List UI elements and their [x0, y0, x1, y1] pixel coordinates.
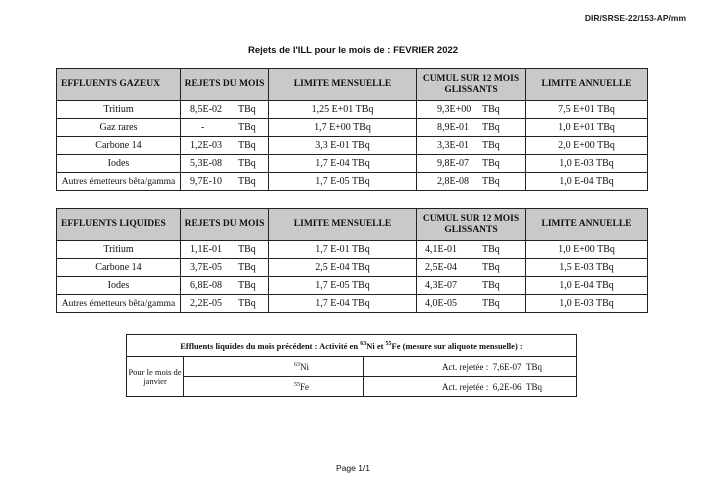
- rejet-value: 9,7E-10: [190, 176, 222, 187]
- table-row: [127, 377, 577, 397]
- effluent-name: Autres émetteurs bêta/gamma: [57, 295, 181, 313]
- caption-text: Effluents liquides du mois précédent : Activité en: [180, 340, 361, 351]
- effluent-name: Iodes: [57, 155, 181, 173]
- column-header: CUMUL SUR 12 MOIS GLISSANTS: [417, 69, 526, 101]
- limite-mensuelle: 1,7 E+00 TBq: [269, 119, 417, 137]
- activity-label: Act. rejetée :: [442, 361, 489, 372]
- cumul-unit: TBq: [482, 176, 500, 187]
- rejet-cell: [181, 173, 269, 191]
- cumul-value: 3,3E-01: [437, 140, 469, 151]
- limite-annuelle: 1,0 E-04 TBq: [526, 173, 648, 191]
- rejet-unit: TBq: [238, 158, 256, 169]
- rejet-cell: [181, 155, 269, 173]
- cumul-cell: [417, 173, 526, 191]
- previous-month-table: [126, 334, 577, 397]
- rejet-cell: [181, 241, 269, 259]
- column-header: LIMITE MENSUELLE: [269, 209, 417, 241]
- cumul-value: 2,8E-08: [437, 176, 469, 187]
- effluent-name: Tritium: [57, 241, 181, 259]
- limite-mensuelle: 1,7 E-05 TBq: [269, 173, 417, 191]
- gaseous-effluents-table: [56, 68, 648, 191]
- limite-annuelle: 1,0 E+01 TBq: [526, 119, 648, 137]
- cumul-cell: [417, 101, 526, 119]
- activity-label: Act. rejetée :: [442, 381, 489, 392]
- table-row: [57, 259, 648, 277]
- limite-annuelle: 1,0 E+00 TBq: [526, 241, 648, 259]
- cumul-unit: TBq: [482, 262, 500, 273]
- rejet-unit: TBq: [238, 122, 256, 133]
- caption-ni-mass: 63: [360, 340, 367, 347]
- effluent-name: Carbone 14: [57, 137, 181, 155]
- previous-caption-row: [127, 335, 577, 357]
- table-row: [57, 295, 648, 313]
- cumul-value: 4,3E-07: [425, 280, 457, 291]
- cumul-unit: TBq: [482, 122, 500, 133]
- table-row: [57, 277, 648, 295]
- limite-annuelle: 2,0 E+00 TBq: [526, 137, 648, 155]
- effluent-name: Carbone 14: [57, 259, 181, 277]
- activity-value: 7,6E-07: [492, 361, 522, 372]
- table-row: [57, 137, 648, 155]
- rejet-cell: [181, 137, 269, 155]
- rejet-unit: TBq: [238, 104, 256, 115]
- cumul-cell: [417, 277, 526, 295]
- activity-value: 6,2E-06: [492, 381, 522, 392]
- rejet-value: 1,2E-03: [190, 140, 222, 151]
- cumul-value: 4,0E-05: [425, 298, 457, 309]
- limite-annuelle: 7,5 E+01 TBq: [526, 101, 648, 119]
- isotope-element: Fe: [300, 381, 309, 392]
- isotope-name: [184, 377, 364, 397]
- isotope-mass: 63: [294, 361, 300, 368]
- cumul-unit: TBq: [482, 280, 500, 291]
- caption-ni: Ni et: [366, 340, 386, 351]
- activity-unit: TBq: [525, 361, 542, 372]
- cumul-cell: [417, 137, 526, 155]
- column-header: LIMITE MENSUELLE: [269, 69, 417, 101]
- rejet-value: 3,7E-05: [190, 262, 222, 273]
- limite-mensuelle: 1,7 E-04 TBq: [269, 155, 417, 173]
- limite-annuelle: 1,0 E-03 TBq: [526, 155, 648, 173]
- rejet-unit: TBq: [238, 244, 256, 255]
- activity-cell: [364, 377, 577, 397]
- column-header: LIMITE ANNUELLE: [526, 69, 648, 101]
- month-label: Pour le mois de janvier: [127, 357, 184, 397]
- column-header: EFFLUENTS GAZEUX: [57, 69, 181, 101]
- limite-annuelle: 1,0 E-04 TBq: [526, 277, 648, 295]
- rejet-cell: [181, 101, 269, 119]
- column-header: REJETS DU MOIS: [181, 69, 269, 101]
- isotope-mass: 55: [294, 381, 300, 388]
- activity-unit: TBq: [525, 381, 542, 392]
- rejet-value: 5,3E-08: [190, 158, 222, 169]
- limite-mensuelle: 3,3 E-01 TBq: [269, 137, 417, 155]
- table-row: [57, 155, 648, 173]
- cumul-cell: [417, 155, 526, 173]
- cumul-unit: TBq: [482, 104, 500, 115]
- activity-cell: [364, 357, 577, 377]
- table-row: [57, 101, 648, 119]
- cumul-cell: [417, 119, 526, 137]
- cumul-unit: TBq: [482, 244, 500, 255]
- document-title: Rejets de l'ILL pour le mois de : FEVRIER 2022: [247, 45, 459, 56]
- document-reference: DIR/SRSE-22/153-AP/mm: [584, 13, 686, 23]
- rejet-cell: [181, 277, 269, 295]
- limite-annuelle: 1,5 E-03 TBq: [526, 259, 648, 277]
- rejet-cell: [181, 259, 269, 277]
- limite-mensuelle: 1,25 E+01 TBq: [269, 101, 417, 119]
- isotope-name: [184, 357, 364, 377]
- isotope-element: Ni: [300, 361, 309, 372]
- limite-mensuelle: 2,5 E-04 TBq: [269, 259, 417, 277]
- cumul-value: 9,3E+00: [437, 104, 472, 115]
- rejet-cell: [181, 295, 269, 313]
- effluent-name: Iodes: [57, 277, 181, 295]
- cumul-cell: [417, 259, 526, 277]
- rejet-unit: TBq: [238, 140, 256, 151]
- column-header: EFFLUENTS LIQUIDES: [57, 209, 181, 241]
- rejet-unit: TBq: [238, 262, 256, 273]
- previous-caption: [127, 335, 577, 357]
- liquid-effluents-table: [56, 208, 648, 313]
- rejet-value: 2,2E-05: [190, 298, 222, 309]
- column-header: CUMUL SUR 12 MOIS GLISSANTS: [417, 209, 526, 241]
- limite-mensuelle: 1,7 E-05 TBq: [269, 277, 417, 295]
- limite-mensuelle: 1,7 E-04 TBq: [269, 295, 417, 313]
- rejet-value: -: [201, 122, 205, 133]
- limite-annuelle: 1,0 E-03 TBq: [526, 295, 648, 313]
- cumul-unit: TBq: [482, 298, 500, 309]
- cumul-unit: TBq: [482, 158, 500, 169]
- table-header-row: [57, 209, 648, 241]
- rejet-cell: [181, 119, 269, 137]
- cumul-value: 9,8E-07: [437, 158, 469, 169]
- cumul-value: 4,1E-01: [425, 244, 457, 255]
- table-row: [57, 119, 648, 137]
- rejet-value: 1,1E-01: [190, 244, 222, 255]
- rejet-unit: TBq: [238, 298, 256, 309]
- table-row: [127, 357, 577, 377]
- rejet-unit: TBq: [238, 176, 256, 187]
- cumul-cell: [417, 295, 526, 313]
- table-row: [57, 173, 648, 191]
- effluent-name: Tritium: [57, 101, 181, 119]
- rejet-value: 6,8E-08: [190, 280, 222, 291]
- limite-mensuelle: 1,7 E-01 TBq: [269, 241, 417, 259]
- caption-fe-mass: 55: [385, 340, 392, 347]
- column-header: REJETS DU MOIS: [181, 209, 269, 241]
- rejet-value: 8,5E-02: [190, 104, 222, 115]
- column-header: LIMITE ANNUELLE: [526, 209, 648, 241]
- rejet-unit: TBq: [238, 280, 256, 291]
- table-row: [57, 241, 648, 259]
- effluent-name: Gaz rares: [57, 119, 181, 137]
- cumul-cell: [417, 241, 526, 259]
- effluent-name: Autres émetteurs bêta/gamma: [57, 173, 181, 191]
- caption-fe: Fe (mesure sur aliquote mensuelle) :: [391, 340, 523, 351]
- cumul-unit: TBq: [482, 140, 500, 151]
- table-header-row: [57, 69, 648, 101]
- page-number: Page 1/1: [335, 463, 371, 473]
- cumul-value: 2,5E-04: [425, 262, 457, 273]
- cumul-value: 8,9E-01: [437, 122, 469, 133]
